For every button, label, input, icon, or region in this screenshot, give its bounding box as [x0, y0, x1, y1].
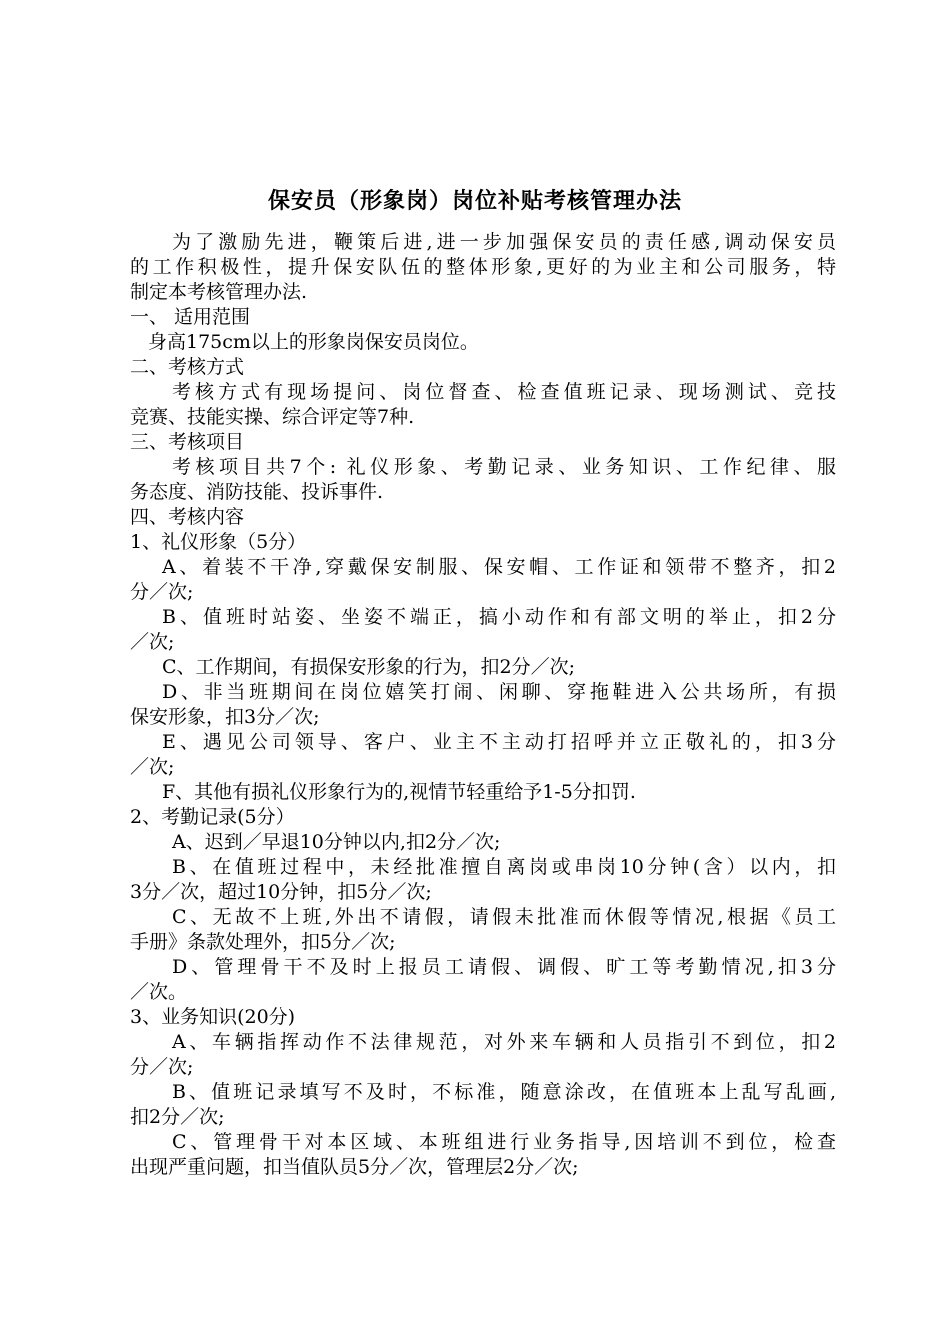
paragraph-line: 务态度、消防技能、投诉事件.	[130, 481, 384, 503]
list-item-line: A、着装不干净,穿戴保安制服、保安帽、工作证和领带不整齐，扣2	[162, 556, 836, 578]
list-item-line: 手册》条款处理外，扣5分／次;	[130, 931, 396, 953]
list-item-line: A、车辆指挥动作不法律规范，对外来车辆和人员指引不到位，扣2	[172, 1031, 836, 1053]
list-item-line: C、工作期间，有损保安形象的行为，扣2分／次;	[162, 656, 576, 678]
document-body	[130, 230, 836, 1180]
section-heading: 四、考核内容	[130, 506, 245, 528]
list-item-line: ／次;	[130, 631, 175, 653]
list-item-line: 出现严重问题，扣当值队员5分／次，管理层2分／次;	[130, 1156, 579, 1178]
section-heading: 二、考核方式	[130, 356, 245, 378]
paragraph-line: 考核方式有现场提问、岗位督查、检查值班记录、现场测试、竞技	[172, 381, 836, 403]
list-item-line: 3分／次，超过10分钟，扣5分／次;	[130, 881, 432, 903]
subsection-heading: 1、礼仪形象（5分）	[130, 531, 307, 553]
list-item-line: C、无故不上班,外出不请假，请假未批准而休假等情况,根据《员工	[172, 906, 836, 928]
list-item-line: B、在值班过程中，未经批准擅自离岗或串岗10分钟(含）以内，扣	[172, 856, 836, 878]
list-item-line: ／次。	[130, 981, 188, 1003]
list-item-line: D、非当班期间在岗位嬉笑打闹、闲聊、穿拖鞋进入公共场所，有损	[162, 681, 836, 703]
list-item-line: 保安形象，扣3分／次;	[130, 706, 320, 728]
section-heading: 一、 适用范围	[130, 306, 251, 328]
paragraph-line: 考核项目共7个: 礼仪形象、考勤记录、业务知识、工作纪律、服	[172, 456, 836, 478]
subsection-heading: 2、考勤记录(5分）	[130, 806, 295, 828]
list-item-line: 分／次;	[130, 581, 194, 603]
paragraph-line: 为了激励先进，鞭策后进,进一步加强保安员的责任感,调动保安员	[172, 231, 836, 253]
paragraph-line: 的工作积极性，提升保安队伍的整体形象,更好的为业主和公司服务，特	[130, 256, 836, 278]
list-item-line: B、值班时站姿、坐姿不端正，搞小动作和有部文明的举止，扣2分	[162, 606, 836, 628]
list-item-line: ／次;	[130, 756, 175, 778]
list-item-line: 扣2分／次;	[130, 1106, 225, 1128]
list-item-line: A、迟到／早退10分钟以内,扣2分／次;	[172, 831, 501, 853]
paragraph-line: 竞赛、技能实操、综合评定等7种.	[130, 406, 415, 428]
section-heading: 三、考核项目	[130, 431, 245, 453]
list-item-line: F、其他有损礼仪形象行为的,视情节轻重给予1-5分扣罚.	[162, 781, 636, 803]
list-item-line: D、管理骨干不及时上报员工请假、调假、旷工等考勤情况,扣3分	[172, 956, 836, 978]
list-item-line: B、值班记录填写不及时，不标准，随意涂改，在值班本上乱写乱画,	[172, 1081, 836, 1103]
paragraph-line: 制定本考核管理办法.	[130, 281, 308, 303]
paragraph-line: 身高175cm以上的形象岗保安员岗位。	[148, 331, 479, 353]
document-title: 保安员（形象岗）岗位补贴考核管理办法	[267, 189, 682, 214]
subsection-heading: 3、业务知识(20分)	[130, 1006, 296, 1028]
list-item-line: C、管理骨干对本区域、本班组进行业务指导,因培训不到位，检查	[172, 1131, 836, 1153]
list-item-line: E、遇见公司领导、客户、业主不主动打招呼并立正敬礼的，扣3分	[162, 731, 836, 753]
list-item-line: 分／次;	[130, 1056, 194, 1078]
